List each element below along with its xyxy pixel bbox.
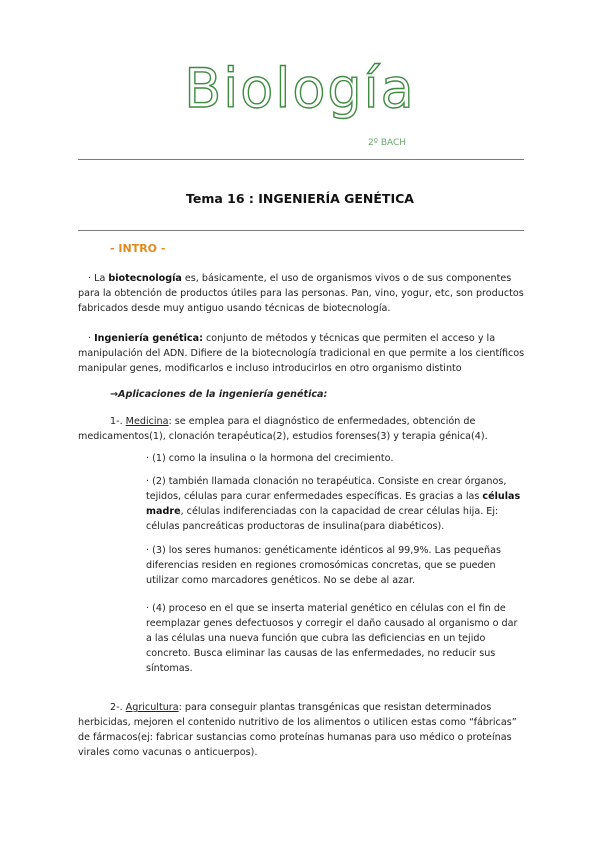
ingenieria-text: conjunto de métodos y técnicas que permiten el acceso y la manipulación del ADN. Difiere de la biotecnología tradicional en que permite a los científicos manipular genes, modificarlos e incluso introducirlos en otro organismo distinto [78,333,525,374]
note-2-text-b: , células indiferenciadas con la capacidad de crear células hija. Ej: células pancreáticas productoras de insulina(para diabéticos). [146,506,499,532]
biotec-prefix: · La [88,273,109,284]
medicina-prefix: 1-. [110,416,126,427]
agricultura-paragraph [78,700,526,760]
divider-top [78,159,524,160]
biotec-term: biotecnología [108,273,182,284]
biotec-text: es, básicamente, el uso de organismos vivos o de sus componentes para la obtención de productos útiles para las personas. Pan, vino, yogur, etc, son productos fabricados desde muy antiguo usando técnicas de biotecnología. [78,273,524,314]
note-4: · (4) proceso en el que se inserta material genético en células con el fin de reemplazar genes defectuosos y corregir el daño causado al organismo o dar a las células una nueva función que cubra las deficiencias en un tejido concreto. Busca eliminar las causas de las enfermedades, no reducir sus síntomas. [146,603,518,674]
topic-title: Tema 16 : INGENIERÍA GENÉTICA [186,191,414,206]
note-1: · (1) como la insulina o la hormona del crecimiento. [146,453,394,464]
note-2-text-a: · (2) también llamada clonación no terapéutica. Consiste en crear órganos, tejidos, células para curar enfermedades específicas. Es gracias a las [146,476,507,502]
aplicaciones-heading: →Aplicaciones de la ingeniería genética: [110,389,328,400]
brand-title: Biología [184,57,416,120]
ingenieria-prefix: · [88,333,95,344]
divider-bottom [78,230,524,231]
agricultura-label: Agricultura [125,702,179,713]
medicina-paragraph [78,414,526,444]
agricultura-prefix: 2-. [110,702,126,713]
medicina-label: Medicina [125,416,169,427]
medicina-text: : se emplea para el diagnóstico de enfermedades, obtención de medicamentos(1), clonación terapéutica(2), estudios forenses(3) y terapia génica(4). [78,416,488,442]
brand-header [0,57,600,120]
ingenieria-term: Ingeniería genética: [94,333,203,344]
note-2-term: células madre [146,491,521,517]
biotecnologia-paragraph [78,271,526,316]
intro-heading: - INTRO - [110,242,166,255]
note-3: · (3) los seres humanos: genéticamente idénticos al 99,9%. Las pequeñas diferencias residen en regiones cromosómicas concretas, que se pueden utilizar como marcadores genéticos. No se debe al azar. [146,545,501,586]
ingenieria-paragraph [78,331,526,376]
note-2 [146,474,526,534]
brand-subtitle: 2º BACH [368,138,407,148]
agricultura-text: : para conseguir plantas transgénicas que resistan determinados herbicidas, mejoren el contenido nutritivo de los alimentos o utilicen estas como “fábricas” de fármacos(ej: fabricar sustancias como proteínas humanas para uso médico o proteínas virales como vacunas o anticuerpos). [78,702,517,758]
